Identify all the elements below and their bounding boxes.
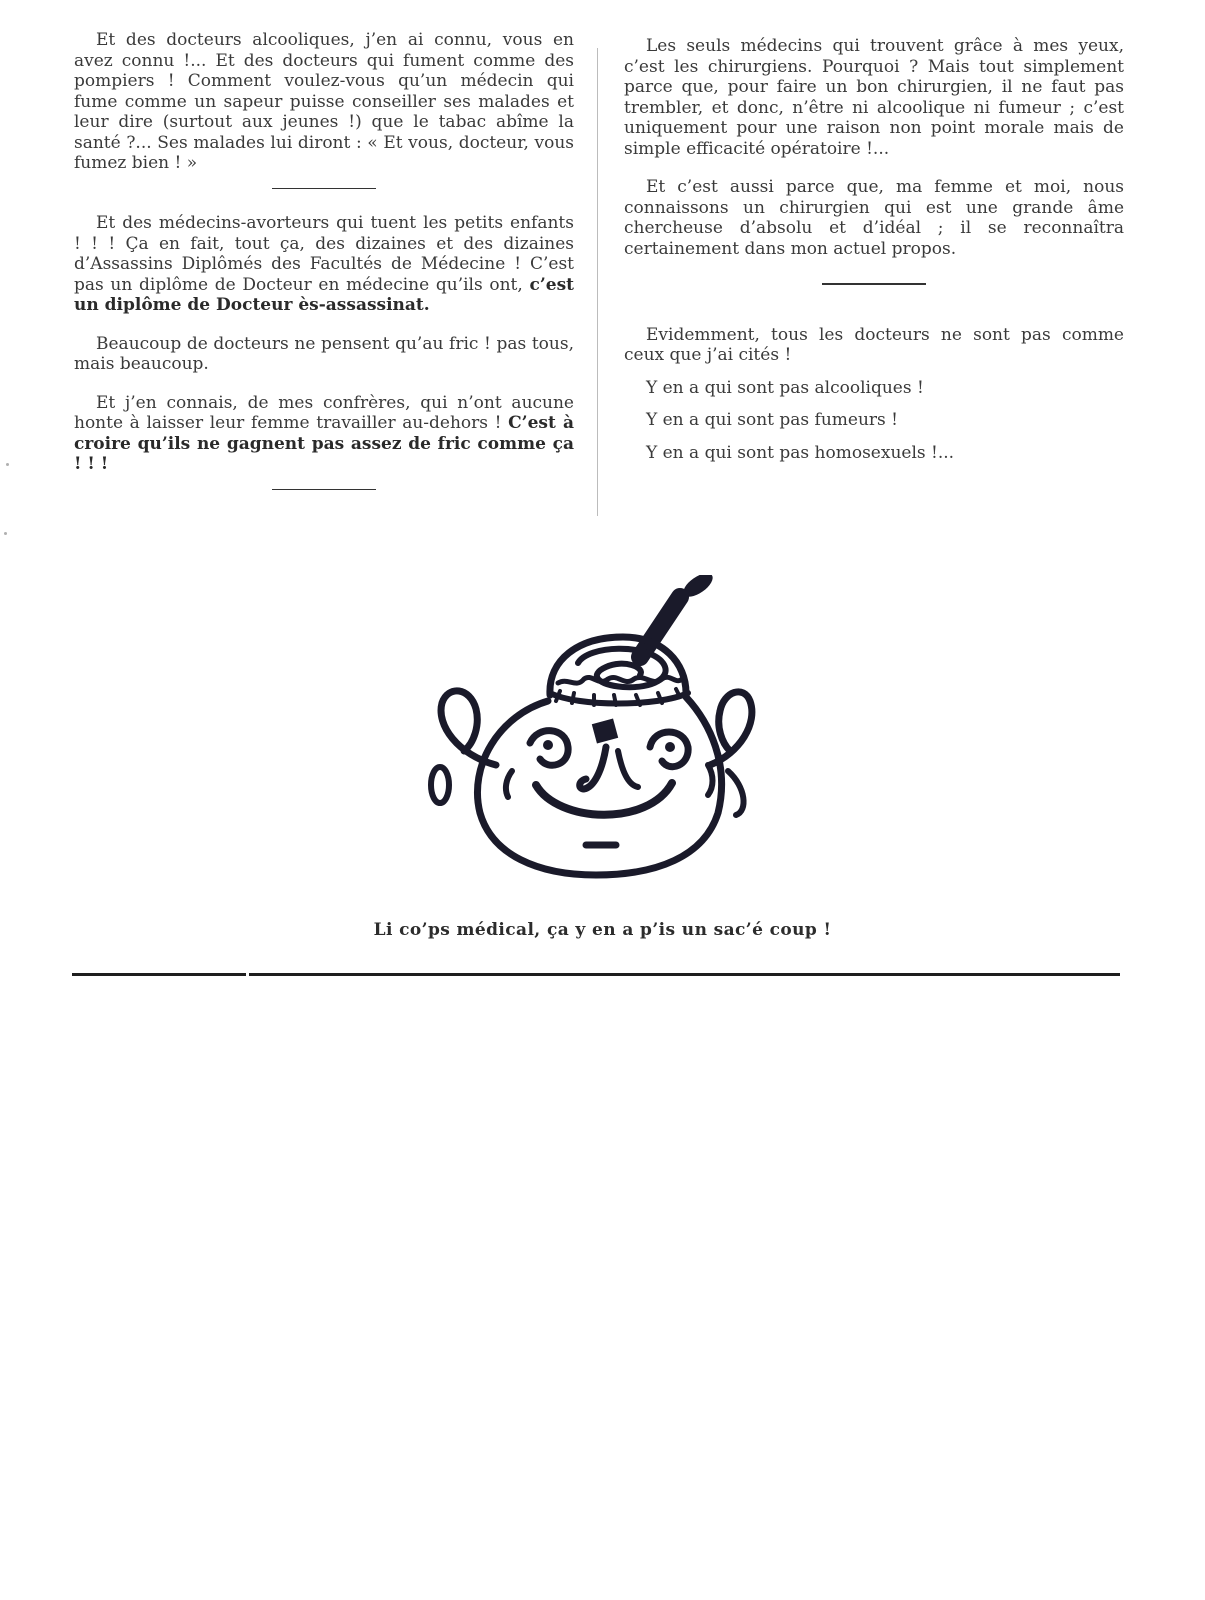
section-rule <box>272 489 376 491</box>
column-divider <box>597 48 598 516</box>
paragraph-text: Et j’en connais, de mes confrères, qui n’ont aucune honte à laisser leur femme travailler au-dehors ! <box>74 392 574 433</box>
paragraph-surgeon-friend: Et c’est aussi parce que, ma femme et moi, nous connaissons un chirurgien qui est une grande âme chercheuse d’absolu et d’idéal ; il se reconnaîtra certainement dans mon actuel propos. <box>624 177 1124 259</box>
scan-speck <box>6 463 9 466</box>
right-column <box>624 36 1124 475</box>
list-item: Y en a qui sont pas fumeurs ! <box>646 410 898 430</box>
paragraph-abortion-doctors <box>74 213 574 316</box>
illustration-caption: Li co’ps médical, ça y en a p’is un sac’é coup ! <box>373 920 832 940</box>
list-item: Y en a qui sont pas alcooliques ! <box>646 377 924 398</box>
paragraph-alcoholic-doctors: Et des docteurs alcooliques, j’en ai connu, vous en avez connu !... Et des docteurs qui fument comme des pompiers ! Comment voulez-vous qu’un médecin qui fume comme un sapeur puisse conseiller ses malades et leur dire (surtout aux jeunes !) que le tabac abîme la santé ?... Ses malades lui diront : « Et vous, docteur, vous fumez bien ! » <box>74 30 574 173</box>
paragraph-money-doctors: Beaucoup de docteurs ne pensent qu’au fric ! pas tous, mais beaucoup. <box>74 333 574 374</box>
left-column <box>74 30 574 490</box>
scan-speck <box>4 532 7 535</box>
paragraph-colleagues <box>74 393 574 475</box>
list-item: Y en a qui sont pas homosexuels !... <box>646 442 955 463</box>
paragraph-surgeons: Les seuls médecins qui trouvent grâce à mes yeux, c’est les chirurgiens. Pourquoi ? Mais tout simplement parce que, pour faire un bon chirurgien, il ne faut pas trembler, et donc, n’être ni alcoolique ni fumeur ; c’est uniquement pour une raison non point morale mais de simple efficacité opératoire !... <box>624 36 1124 159</box>
paragraph-bold-text: C’est à croire qu’ils ne gagnent pas assez de fric comme ça ! ! ! <box>74 413 575 474</box>
bottom-rule <box>72 973 1120 976</box>
paragraph-conclusion: Evidemment, tous les docteurs ne sont pas comme ceux que j’ai cités ! <box>624 324 1124 365</box>
paragraph-text: Et des médecins-avorteurs qui tuent les petits enfants ! ! ! Ça en fait, tout ça, des dizaines et des dizaines d’Assassins Diplômés des Facultés de Médecine ! C’est pas un diplôme de Docteur en médecine qu’ils ont, <box>74 213 574 295</box>
paragraph-bold-text: c’est un diplôme de Docteur ès-assassinat. <box>74 274 574 315</box>
cartoon-face-illustration <box>418 575 768 885</box>
